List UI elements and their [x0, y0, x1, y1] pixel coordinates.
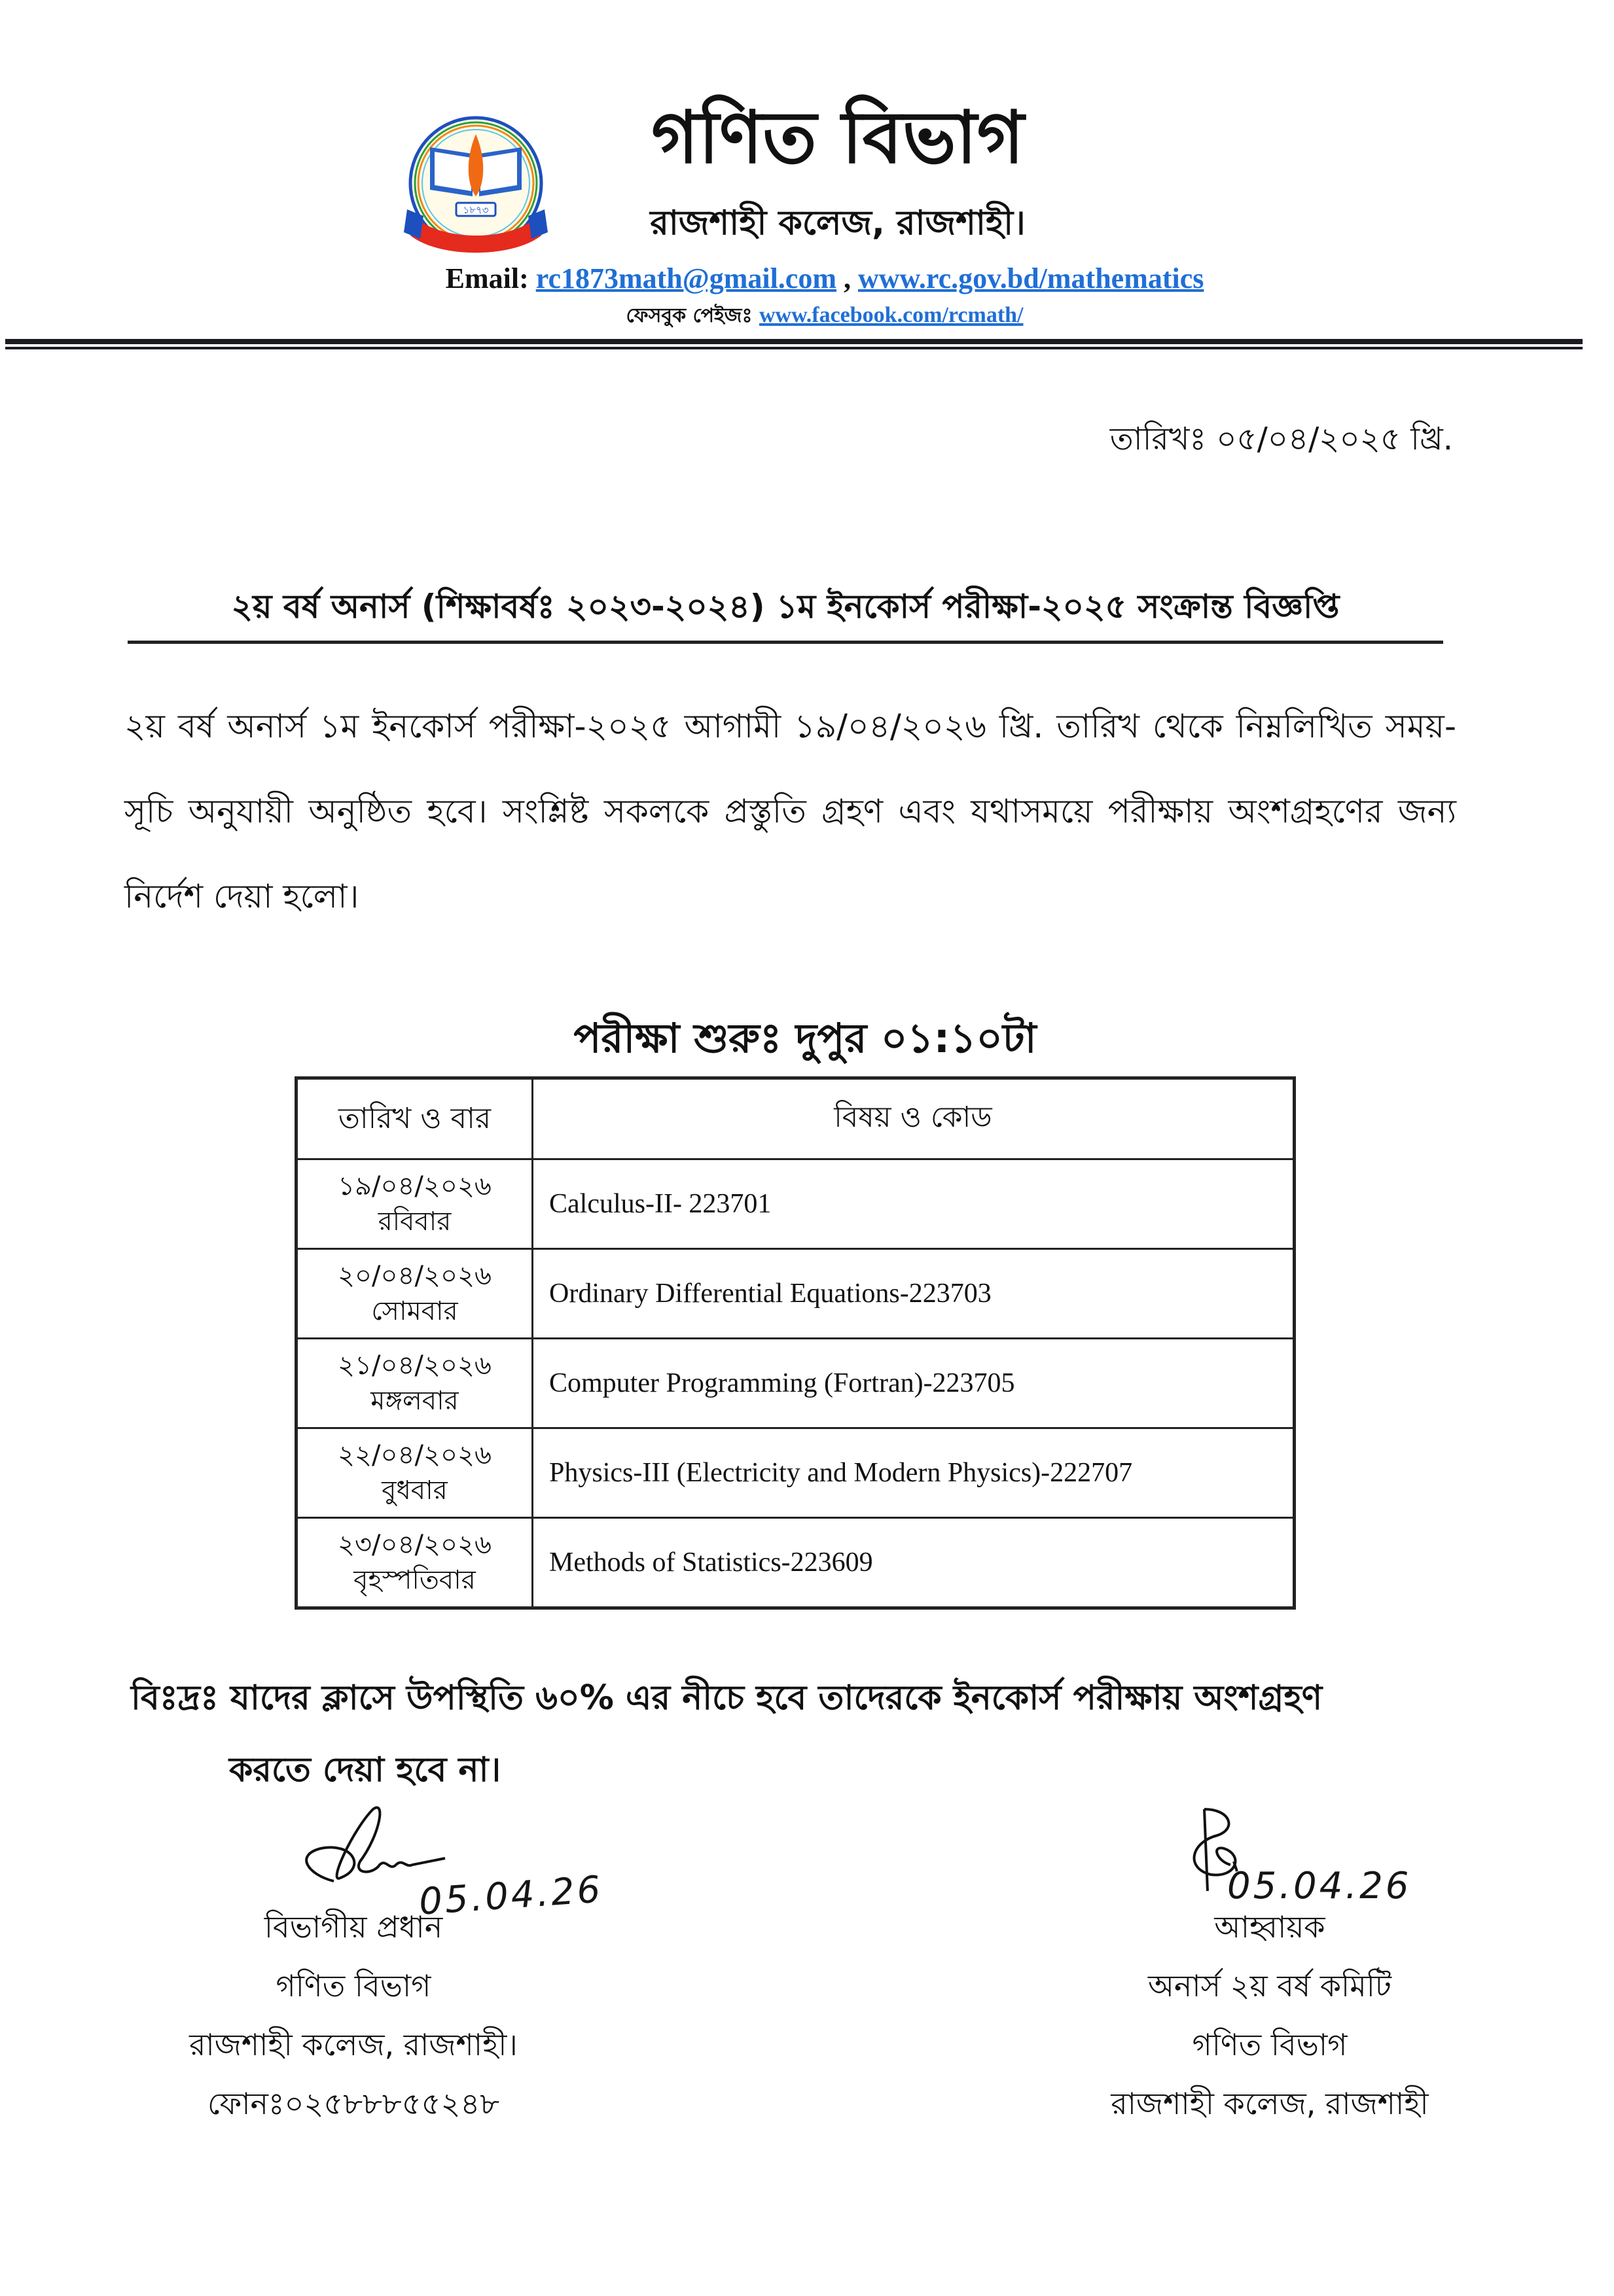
handwritten-date: 05.04.26	[418, 1868, 605, 1924]
exam-day: মঙ্গলবার	[370, 1386, 459, 1416]
signatory-dept: গণিত বিভাগ	[276, 1968, 431, 2004]
handwritten-date: 05.04.26	[1227, 1865, 1412, 1907]
signatory-phone: ফোনঃ০২৫৮৮৮৫৫২৪৮	[207, 2086, 500, 2121]
facebook-link[interactable]: www.facebook.com/rcmath/	[759, 303, 1024, 327]
date-cell	[296, 1339, 533, 1428]
signatory-dept: গণিত বিভাগ	[1192, 2027, 1348, 2062]
signature-block-head	[144, 1898, 563, 2133]
signatory-title: আহ্বায়ক	[1214, 1909, 1325, 1945]
facebook-label: ফেসবুক পেইজঃ	[626, 304, 753, 327]
exam-day: বৃহস্পতিবার	[353, 1565, 476, 1595]
facebook-line	[497, 300, 1152, 333]
date-cell	[296, 1428, 533, 1518]
exam-date: ১৯/০৪/২০২৬	[338, 1171, 492, 1201]
table-row	[296, 1428, 1295, 1518]
table-row	[296, 1159, 1295, 1249]
svg-text:১৮৭৩: ১৮৭৩	[463, 204, 489, 216]
table-row	[296, 1249, 1295, 1339]
header-divider	[5, 347, 1583, 349]
exam-day: সোমবার	[371, 1296, 458, 1326]
subject-cell: Calculus-II- 223701	[533, 1159, 1295, 1249]
exam-date: ২৩/০৪/২০২৬	[338, 1530, 492, 1560]
exam-date: ২১/০৪/২০২৬	[338, 1351, 492, 1381]
signatory-committee: অনার্স ২য় বর্ষ কমিটি	[1148, 1968, 1391, 2004]
notice-date: তারিখঃ ০৫/০৪/২০২৫ খ্রি.	[1109, 421, 1453, 457]
table-row	[296, 1339, 1295, 1428]
date-cell	[296, 1159, 533, 1249]
subject-cell: Ordinary Differential Equations-223703	[533, 1249, 1295, 1339]
subject-cell: Methods of Statistics-223609	[533, 1518, 1295, 1608]
contact-line	[367, 262, 1283, 295]
subject-cell: Computer Programming (Fortran)-223705	[533, 1339, 1295, 1428]
separator: ,	[843, 262, 851, 294]
email-link[interactable]: rc1873math@gmail.com	[535, 262, 836, 294]
table-row	[296, 1518, 1295, 1608]
website-link[interactable]: www.rc.gov.bd/mathematics	[857, 262, 1204, 294]
attendance-note	[131, 1662, 1440, 1806]
signatory-college: রাজশাহী কলেজ, রাজশাহী	[1111, 2086, 1429, 2121]
college-logo-icon	[401, 111, 551, 262]
exam-date: ২০/০৪/২০২৬	[338, 1261, 492, 1291]
exam-day: রবিবার	[378, 1207, 452, 1237]
exam-date: ২২/০৪/২০২৬	[338, 1440, 492, 1470]
exam-start-time: পরীক্ষা শুরুঃ দুপুর ০১:১০টা	[573, 1014, 1037, 1062]
note-line-2: করতে দেয়া হবে না।	[229, 1750, 501, 1790]
notice-heading: ২য় বর্ষ অনার্স (শিক্ষাবর্ষঃ ২০২৩-২০২৪) ১ম ইনকোর্স পরীক্ষা-২০২৫ সংক্রান্ত বিজ্ঞপ্তি	[128, 582, 1443, 644]
subject-cell: Physics-III (Electricity and Modern Physics)-222707	[533, 1428, 1295, 1518]
signature-block-convener	[1060, 1898, 1479, 2133]
note-line-1: বিঃদ্রঃ যাদের ক্লাসে উপস্থিতি ৬০% এর নীচে হবে তাদেরকে ইনকোর্স পরীক্ষায় অংশগ্রহণ	[131, 1678, 1323, 1718]
date-cell	[296, 1249, 533, 1339]
header-subject-code: বিষয় ও কোড	[533, 1078, 1295, 1159]
signatory-title: বিভাগীয় প্রধান	[264, 1909, 443, 1945]
department-title: গণিত বিভাগ	[651, 96, 1024, 179]
table-header-row	[296, 1078, 1295, 1159]
notice-body: ২য় বর্ষ অনার্স ১ম ইনকোর্স পরীক্ষা-২০২৫ আগামী ১৯/০৪/২০২৬ খ্রি. তারিখ থেকে নিম্নলিখিত সময়-সূচি অনুযায়ী অনুষ্ঠিত হবে। সংশ্লিষ্ট সকলকে প্রস্তুতি গ্রহণ এবং যথাসময়ে পরীক্ষায় অংশগ্রহণের জন্য নির্দেশ দেয়া হলো।	[124, 707, 1456, 915]
header-divider	[5, 339, 1583, 344]
signatory-college: রাজশাহী কলেজ, রাজশাহী।	[189, 2027, 518, 2062]
exam-day: বুধবার	[382, 1475, 448, 1506]
college-name: রাজশাহী কলেজ, রাজশাহী।	[650, 203, 1026, 243]
date-cell	[296, 1518, 533, 1608]
header-date-day: তারিখ ও বার	[296, 1078, 533, 1159]
email-label: Email:	[445, 262, 529, 294]
schedule-table	[295, 1076, 1296, 1610]
